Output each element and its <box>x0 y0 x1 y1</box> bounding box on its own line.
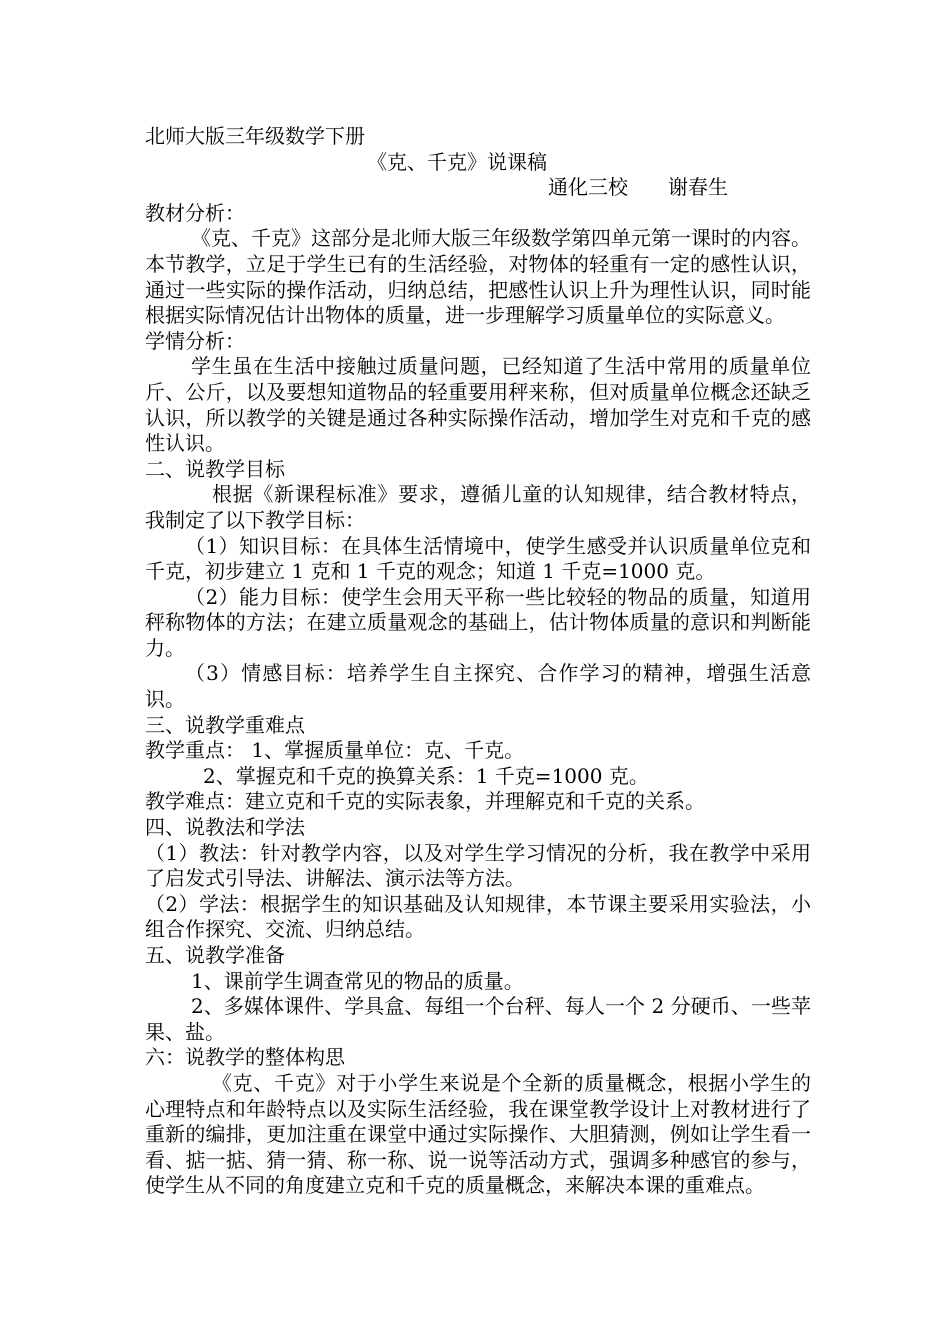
school-name: 通化三校 <box>548 175 628 200</box>
section-heading-overall-design: 六：说教学的整体构思 <box>145 1045 345 1070</box>
students-paragraph: 学生虽在生活中接触过质量问题，已经知道了生活中常用的质量单位斤、公斤，以及要想知道物品的轻重要用秤来称，但对质量单位概念还缺乏认识，所以教学的关键是通过各种实际操作活动，增加学生对克和千克的感性认识。 <box>145 354 811 456</box>
document-page <box>145 124 811 1199</box>
preparation-item-1: 1、课前学生调查常见的物品的质量。 <box>191 968 524 993</box>
author-name: 谢春生 <box>668 175 728 200</box>
goal-ability: （2）能力目标：使学生会用天平称一些比较轻的物品的质量，知道用秤称物体的方法；在建立质量观念的基础上，估计物体质量的意识和判断能力。 <box>145 584 811 660</box>
section-heading-students: 学情分析： <box>145 328 245 353</box>
goal-emotion: （3）情感目标：培养学生自主探究、合作学习的精神，增强生活意识。 <box>145 661 811 712</box>
key-point-2: 2、掌握克和千克的换算关系：1 千克=1000 克。 <box>203 763 649 788</box>
materials-paragraph: 《克、千克》这部分是北师大版三年级数学第四单元第一课时的内容。本节教学，立足于学生已有的生活经验，对物体的轻重有一定的感性认识，通过一些实际的操作活动，归纳总结，把感性认识上升为理性认识，同时能根据实际情况估计出物体的质量，进一步理解学习质量单位的实际意义。 <box>145 226 811 328</box>
section-heading-methods: 四、说教法和学法 <box>145 815 305 840</box>
doc-header: 北师大版三年级数学下册 <box>145 124 365 148</box>
doc-title: 《克、千克》说课稿 <box>367 149 547 174</box>
section-heading-materials: 教材分析： <box>145 200 245 225</box>
difficult-point: 教学难点：建立克和千克的实际表象，并理解克和千克的关系。 <box>145 789 705 814</box>
section-heading-preparation: 五、说教学准备 <box>145 943 285 967</box>
key-point-1: 教学重点： 1、掌握质量单位：克、千克。 <box>145 738 525 763</box>
overall-design-paragraph: 《克、千克》对于小学生来说是个全新的质量概念，根据小学生的心理特点和年龄特点以及实际生活经验，我在课堂教学设计上对教材进行了重新的编排，更加注重在课堂中通过实际操作、大胆猜测，例如让学生看一看、掂一掂、猜一猜、称一称、说一说等活动方式，强调多种感官的参与，使学生从不同的角度建立克和千克的质量概念，来解决本课的重难点。 <box>145 1070 811 1198</box>
doc-byline <box>145 175 811 201</box>
section-heading-goals: 二、说教学目标 <box>145 456 285 481</box>
preparation-item-2: 2、多媒体课件、学具盒、每组一个台秤、每人一个 2 分硬币、一些苹果、盐。 <box>145 994 811 1044</box>
goals-intro: 根据《新课程标准》要求，遵循儿童的认知规律，结合教材特点，我制定了以下教学目标： <box>145 482 811 532</box>
goal-knowledge: （1）知识目标：在具体生活情境中，使学生感受并认识质量单位克和千克，初步建立 1 克和 1 千克的观念；知道 1 千克=1000 克。 <box>145 533 811 584</box>
teaching-method: （1）教法：针对教学内容，以及对学生学习情况的分析，我在教学中采用了启发式引导法、讲解法、演示法等方法。 <box>145 840 811 891</box>
learning-method: （2）学法：根据学生的知识基础及认知规律，本节课主要采用实验法，小组合作探究、交流、归纳总结。 <box>145 891 811 942</box>
section-heading-key-points: 三、说教学重难点 <box>145 712 305 737</box>
